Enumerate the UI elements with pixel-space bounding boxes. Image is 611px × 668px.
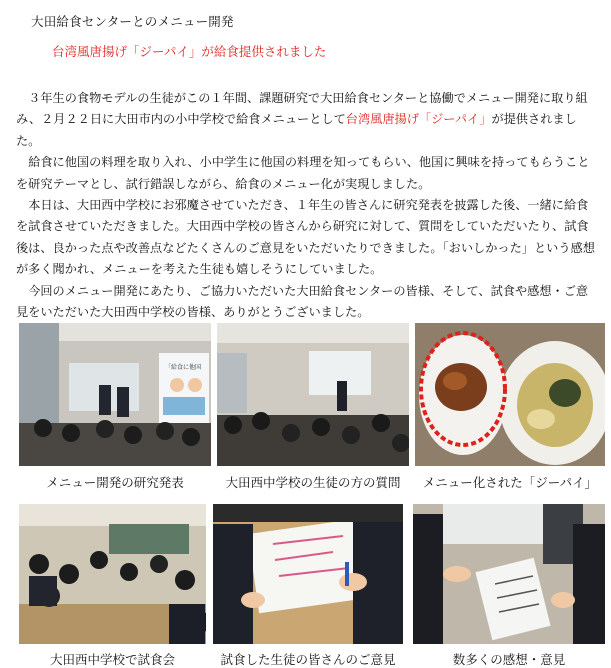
paragraph-3: 本日は、大田西中学校にお邪魔させていただき、１年生の皆さんに研究発表を披露した後、一緒に給食を試食させていただきました。大田西中学校の皆さんから研究に対して、質問をしていただいたり、試食後は、良かった点や改善点などたくさんのご意見をいただいたりできました。「おいしかった」という感想が多く聞かれ、メニューを考えた生徒も嬉しそうにしていました。 xyxy=(16,198,595,277)
photo-student-questions xyxy=(217,323,409,466)
caption-tasting-session: 大田西中学校で試食会 xyxy=(49,652,175,667)
photo-student-opinions xyxy=(213,504,403,644)
paragraph-1-text: ３年生の食物モデルの生徒がこの１年間、課題研究で大田給食センターと協働でメニュー開発に取り組み、２月２２日に大田市内の小中学校で給食メニューとして xyxy=(16,91,588,127)
caption-research-presentation: メニュー開発の研究発表 xyxy=(46,475,184,490)
paragraph-4: 今回のメニュー開発にあたり、ご協力いただいた大田給食センターの皆様、そして、試食や感想・ご意見をいただいた大田西中学校の皆様、ありがとうございました。 xyxy=(16,283,589,320)
paragraph-1-highlight: 台湾風唐揚げ「ジーパイ」 xyxy=(345,112,492,127)
article-body xyxy=(16,88,598,323)
slide-title-text: 「給食に他国 xyxy=(165,364,202,371)
paragraph-2: 給食に他国の料理を取り入れ、小中学生に他国の料理を知ってもらい、他国に興味を持ってもらうことを研究テーマとし、試行錯誤しながら、給食のメニュー化が実現しました。 xyxy=(16,155,590,191)
caption-student-questions: 大田西中学校の生徒の方の質問 xyxy=(225,475,401,490)
photo-research-presentation xyxy=(19,323,211,466)
document-subtitle: 台湾風唐揚げ「ジーパイ」が給食提供されました xyxy=(52,44,327,59)
document-title: 大田給食センターとのメニュー開発 xyxy=(31,14,234,29)
caption-student-opinions: 試食した生徒の皆さんのご意見 xyxy=(220,652,396,667)
paragraph-1-tail: が提供されました。 xyxy=(16,112,577,148)
photo-many-comments xyxy=(413,504,605,644)
caption-jipai-dish: メニュー化された「ジーパイ」 xyxy=(422,475,598,490)
photo-jipai-dish xyxy=(415,323,605,466)
caption-many-comments: 数多くの感想・意見 xyxy=(452,652,566,667)
photo-tasting-session xyxy=(19,504,206,644)
paragraph-1 xyxy=(16,88,598,152)
